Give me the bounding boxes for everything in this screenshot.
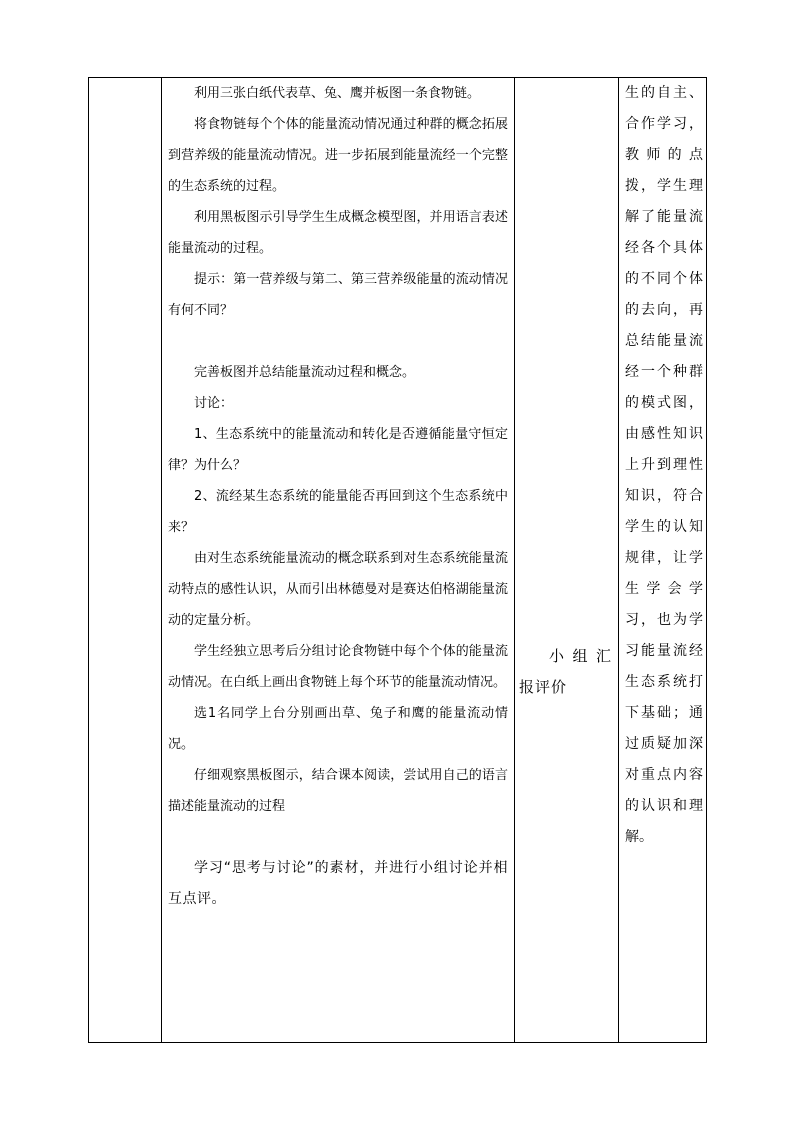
activity-paragraph: 讨论： <box>194 396 234 411</box>
spacer <box>168 326 508 357</box>
activity-paragraph: 1、生态系统中的能量流动和转化是否遵循能量守恒定律？为什么？ <box>168 427 508 473</box>
activity-cell <box>162 78 514 1042</box>
empty-cell <box>89 78 161 1042</box>
activity-paragraph: 利用黑板图示引导学生生成概念模型图，并用语言表述能量流动的过程。 <box>168 210 508 256</box>
activity-paragraph: 选1名同学上台分别画出草、兔子和鹰的能量流动情况。 <box>168 706 508 752</box>
activity-paragraph: 利用三张白纸代表草、兔、鹰并板图一条食物链。 <box>194 86 481 101</box>
activity-paragraph: 学生经独立思考后分组讨论食物链中每个个体的能量流动情况。在白纸上画出食物链上每个环节的能量流动情况。 <box>168 644 508 690</box>
lesson-table <box>88 77 707 1043</box>
evaluation-text: 小组汇报评价 <box>519 647 612 696</box>
activity-paragraph: 提示：第一营养级与第二、第三营养级能量的流动情况有何不同？ <box>168 272 508 318</box>
activity-paragraph: 仔细观察黑板图示，结合课本阅读，尝试用自己的语言描述能量流动的过程 <box>168 768 508 814</box>
spacer <box>168 822 508 853</box>
design-intent-cell <box>619 78 707 1042</box>
design-intent-text: 生的自主、合作学习，教师的点拨，学生理解了能量流经各个具体的不同个体的去向，再总结能量流经一个种群的模式图，由感性知识上升到理性知识，符合学生的认知规律，让学生学会学习，也为学习能量流经生态系统打下基础；通过质疑加深对重点内容的认识和理解。 <box>625 85 703 845</box>
activity-paragraph: 将食物链每个个体的能量流动情况通过种群的概念拓展到营养级的能量流动情况。进一步拓展到能量流经一个完整的生态系统的过程。 <box>168 117 508 194</box>
activity-paragraph: 由对生态系统能量流动的概念联系到对生态系统能量流动特点的感性认识，从而引出林德曼对是赛达伯格湖能量流动的定量分析。 <box>168 551 508 628</box>
activity-paragraph: 完善板图并总结能量流动过程和概念。 <box>194 365 416 380</box>
activity-paragraph: 学习“思考与讨论”的素材，并进行小组讨论并相互点评。 <box>168 860 508 907</box>
activity-paragraph: 2、流经某生态系统的能量能否再回到这个生态系统中来？ <box>168 489 508 535</box>
evaluation-cell <box>515 78 618 1042</box>
